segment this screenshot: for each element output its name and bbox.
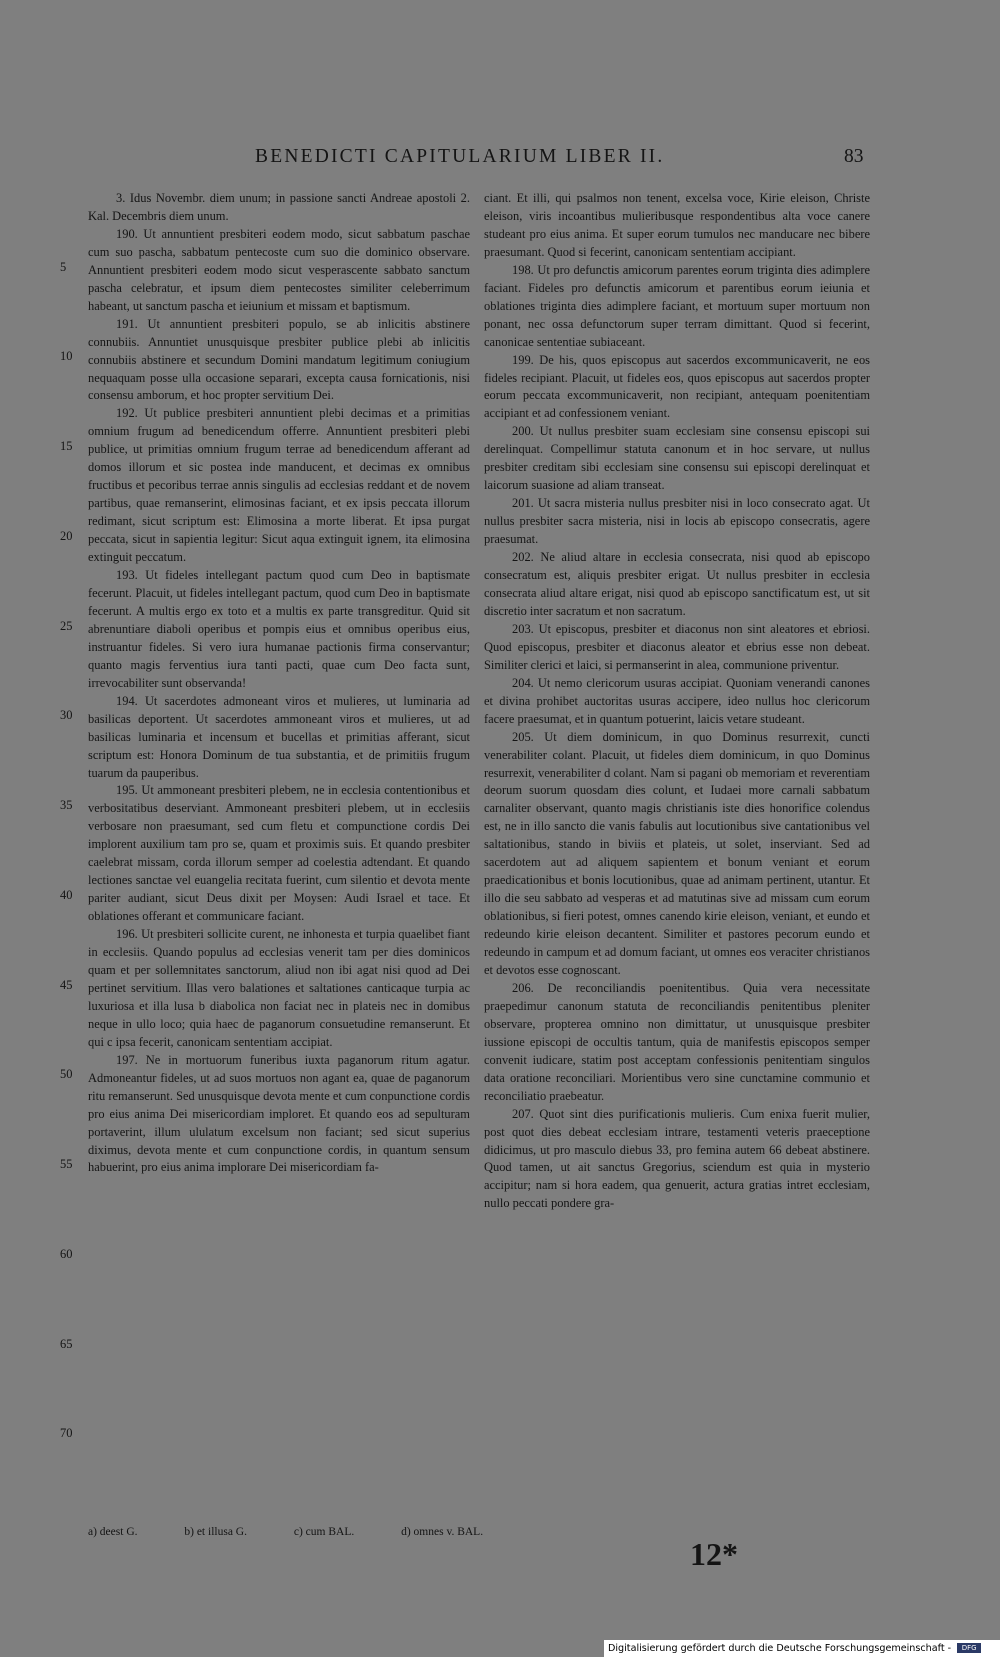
chapter-201: 201. Ut sacra misteria nullus presbiter nisi in loco consecrato agat. Ut nullus presbiter sacra misteria, nisi in locis ab episcopo consecratis, agere praesumat. [484,496,870,547]
chapter-205: 205. Ut diem dominicum, in quo Dominus resurrexit, cuncti venerabiliter colant. Placuit, ut fideles diem dominicum, in quo Dominus resurrexit, venerabiliter d colant. Nam si pagani ob memoriam et reverentiam deorum suorum quosdam dies colunt, et Iudaei more carnali sabbatum carnaliter observant, quanto magis christianis iste dies honorifice colendus est, ne in illo sancto die vanis fabulis aut locutionibus sive cantationibus vel saltationibus, stando in biviis et plateis, ut solet, inserviant. Sed ad sacerdotem aut ad aliquem sapientem et bonum veniant et eorum praedicationibus et bonis locutionibus, quae ad animam pertinent, utantur. Et illo die seu sabbato ad vesperas et ad matutinas sive ad missam cum eorum oblationibus, si fieri potest, omnes canendo kirie eleison, veniant, et eundo et redeundo kirie eleison decantent. Similiter et pastores pecorum eundo et redeundo in campum et ad domum faciant, ut omnes eos veraciter christianos et devotos esse cognoscant. [484,729,870,977]
chapter-198: 198. Ut pro defunctis amicorum parentes eorum triginta dies adimplere faciant. Fideles pro defunctis amicorum et parentibus eorum ieiunia et oblationes triginta dies adimplere faciant, et mortuum super mortuum non ponant, nec ossa defunctorum super terram dimittant. Quod si fecerint, canonicae sententiae subiaceant. [484,262,870,349]
line-number: 30 [60,708,73,722]
line-number: 25 [60,619,73,633]
page-header [0,146,1000,172]
footnote: a) deest G. [88,1526,138,1538]
footnote: b) et illusa G. [184,1526,247,1538]
footnotes [88,1526,527,1538]
line-number: 20 [60,529,73,543]
chapter-202: 202. Ne aliud altare in ecclesia consecrata, nisi quod ab episcopo consecratum est, aliquis presbiter erigat. Ut nullus presbiter in ecclesia consecrata aliud altare erigat, nisi quod ab episcopo sanctificatum est, ut sit discretio inter sacratum et non sacratum. [484,550,870,618]
line-number: 35 [60,798,73,812]
right-column [484,190,870,1213]
dfg-logo-icon: DFG [957,1643,981,1653]
chapter-207: 207. Quot sint dies purificationis mulieris. Cum enixa fuerit mulier, post quot dies debeat ecclesiam intrare, testamenti veteris praeceptione didicimus, ut pro masculo diebus 33, pro femina autem 66 debeat abstinere. Quod tamen, ut ait sanctus Gregorius, sciendum est quia in mysterio accipitur; nam si hora eadem, qua genuerit, actura gratias intret ecclesiam, nullo peccati pondere gra- [484,1106,870,1211]
chapter-196: 196. Ut presbiteri sollicite curent, ne inhonesta et turpia quaelibet fiant in ecclesiis. Quando populus ad ecclesias venerit tam per dies dominicos quam et per sollemnitates sanctorum, aliud non ibi agat nisi quod ad Dei pertinet servitium. Illas vero balationes et saltationes canticaque turpia ac luxuriosa et illa lusa b diabolica non faciat nec in plateis nec in domibus neque in ullo loco; quia haec de paganorum consuetudine remanserunt. Et qui c ipsa fecerit, canonicam sententiam accipiat. [88,927,470,1049]
line-number: 15 [60,439,73,453]
line-number: 5 [60,260,67,274]
signature-mark: 12* [690,1536,738,1572]
line-number: 45 [60,978,73,992]
chapter-204: 204. Ut nemo clericorum usuras accipiat. Quoniam venerandi canones et divina prohibet auctoritas usuras accipere, ideo nullus hoc clericorum facere praesumat, et in quantum potuerint, laicis vetare studeant. [484,675,870,726]
line-number: 10 [60,349,73,363]
chapter-199: 199. De his, quos episcopus aut sacerdos excommunicaverit, ne eos fideles recipiant. Placuit, ut fideles eos, quos episcopus aut sacerdos propter eorum peccata excommunicaverit, non recipiant, antequam poenitentiam accipiant et ad confessionem veniant. [484,352,870,421]
chapter-200: 200. Ut nullus presbiter suam ecclesiam sine consensu episcopi sui derelinquat. Compellimur statuta canonum et in hoc servare, ut nullus presbiter creditam sibi ecclesiam sine consensu sui episcopi derelinquat et laicorum suasione ad aliam transeat. [484,424,870,493]
line-number: 60 [60,1247,73,1261]
line-number: 50 [60,1067,73,1081]
footnote: c) cum BAL. [293,1526,355,1538]
chapter-197: 197. Ne in mortuorum funeribus iuxta paganorum ritum agatur. Admoneantur fideles, ut ad suos mortuos non agant ea, quae de paganorum ritu remanserunt. Sed unusquisque devota mente et cum conpunctione cordis pro eius anima Dei misericordiam imploret. Et quando eos ad sepulturam portaverint, illum ululatum excelsum non faciant; sed sicut superius diximus, devota mente et cum conpunctione cordis, in quantum sensum habuerint, pro eius anima implorare Dei misericordiam fa- [88,1052,471,1175]
line-number: 70 [60,1426,73,1440]
line-number: 55 [60,1157,73,1171]
chapter-191: 191. Ut annuntient presbiteri populo, se ab inlicitis abstinere connubiis. Annuntiet unusquisque presbiter publice plebi ab inlicitis connubiis abstinere et secundum Domini mandatum legitimum coniugium nequaquam posse ulla occasione separari, excepta causa fornicationis, nisi consensu amborum, et hoc propter servitium Dei. [88,316,470,403]
running-title: BENEDICTI CAPITULARIUM LIBER II. [255,146,665,167]
chapter-190: 190. Ut annuntient presbiteri eodem modo, sicut sabbatum paschae cum suo pascha, sabbatum pentecoste cum suo die dominico observare. Annuntient presbiteri eodem modo sicut vesperascente sabbato sanctum pascha celebratur, et ipsum diem pentecostes similiter celeberrimum habeant, ut sanctum pascha et ieiunium et missam et baptismum. [88,226,470,313]
chapter-195: 195. Ut ammoneant presbiteri plebem, ne in ecclesia contentionibus et verbositatibus deserviant. Ammoneant presbiteri plebem, ut in ecclesiis verbosare non praesumant, sed cum fletu et compunctione cordis Dei implorent auxilium tam pro se, quam et proximis suis. Et quando presbiter caelebrat missam, corda illorum semper ad coelestia adtendant. Et quando lectiones sanctae vel euangelia recitata fuerint, cum silentio et devota mente pariter audiant, sicut Deus dixit per Moysen: Audi Israel et tace. Et oblationes offerant et communicare faciant. [88,783,470,924]
chapter-192: 192. Ut publice presbiteri annuntient plebi decimas et a primitias omnium frugum ad benedicendum offerre. Annuntient presbiteri plebi publice, ut primitias omnium frugum terrae ad benedicendum afferant ad domos illorum et sic postea inde manducent, et decimas ex omnibus fructibus et pecoribus terrae annis singulis ad ecclesias reddant et de novem partibus, quae remanserint, elimosinas faciant, et ex ipsis peccata illorum redimant, sicut scriptum est: Elimosina a morte liberat. Et ipsa purgat peccata, sicut in sapientia legitur: Sicut aqua extinguit ignem, ita elimosina extinguit peccatum. [88,406,470,565]
paragraph: ciant. Et illi, qui psalmos non tenent, excelsa voce, Kirie eleison, Christe eleison, viris incoantibus mulieribusque respondentibus alta voce canere studeant pro eius anima. Et super eorum tumulos nec manducare nec bibere praesumant. Quod si fecerint, canonicam sententiam accipiant. [484,191,870,259]
line-number: 40 [60,888,73,902]
paragraph: 3. Idus Novembr. diem unum; in passione sancti Andreae apostoli 2. Kal. Decembris diem unum. [88,191,470,223]
footnote: d) omnes v. BAL. [401,1526,484,1538]
chapter-193: 193. Ut fideles intellegant pactum quod cum Deo in baptismate fecerunt. Placuit, ut fideles intellegant pactum, quod cum Deo in baptismate fecerunt. A multis ergo ex toto et a multis ex parte transgreditur. Quid sit abrenuntiare diaboli operibus et pompis eius et omnibus operibus eius, instruantur fideles. Si vero iura humanae pactionis firma conservantur; quanto magis ferventius iura tanti pacti, quae cum Deo facta sunt, irrevocabiliter sunt observanda! [88,568,470,690]
chapter-194: 194. Ut sacerdotes admoneant viros et mulieres, ut luminaria ad basilicas deportent. Ut sacerdotes ammoneant viros et mulieres, ut ad basilicas luminaria et incensum et bucellas et primitias afferant, sicut scriptum est: Honora Dominum de tua substantia, et de primitiis frugum tuarum da pauperibus. [88,693,470,780]
left-column [88,190,470,1177]
digitization-credit [604,1640,1000,1657]
page-number: 83 [844,146,864,167]
credit-text: Digitalisierung gefördert durch die Deutsche Forschungsgemeinschaft - [608,1643,952,1654]
chapter-206: 206. De reconciliandis poenitentibus. Quia vera necessitate praepedimur canonum statuta de reconciliandis penitentibus pleniter observare, propterea omnino non dimittatur, ut unusquisque presbiter iussione episcopi de occultis tantum, quia de manifestis episcopos semper convenit iudicare, statim post acceptam confessionis penitentiam singulos data oratione reconciliari. Morientibus vero sine cunctamine communio et reconciliatio praebeatur. [484,980,870,1103]
line-number: 65 [60,1337,73,1351]
chapter-203: 203. Ut episcopus, presbiter et diaconus non sint aleatores et ebriosi. Quod episcopus, presbiter et diaconus aleator et ebrius esse non debeat. Similiter clerici et laici, si permanserint in alea, communione priventur. [484,621,870,672]
